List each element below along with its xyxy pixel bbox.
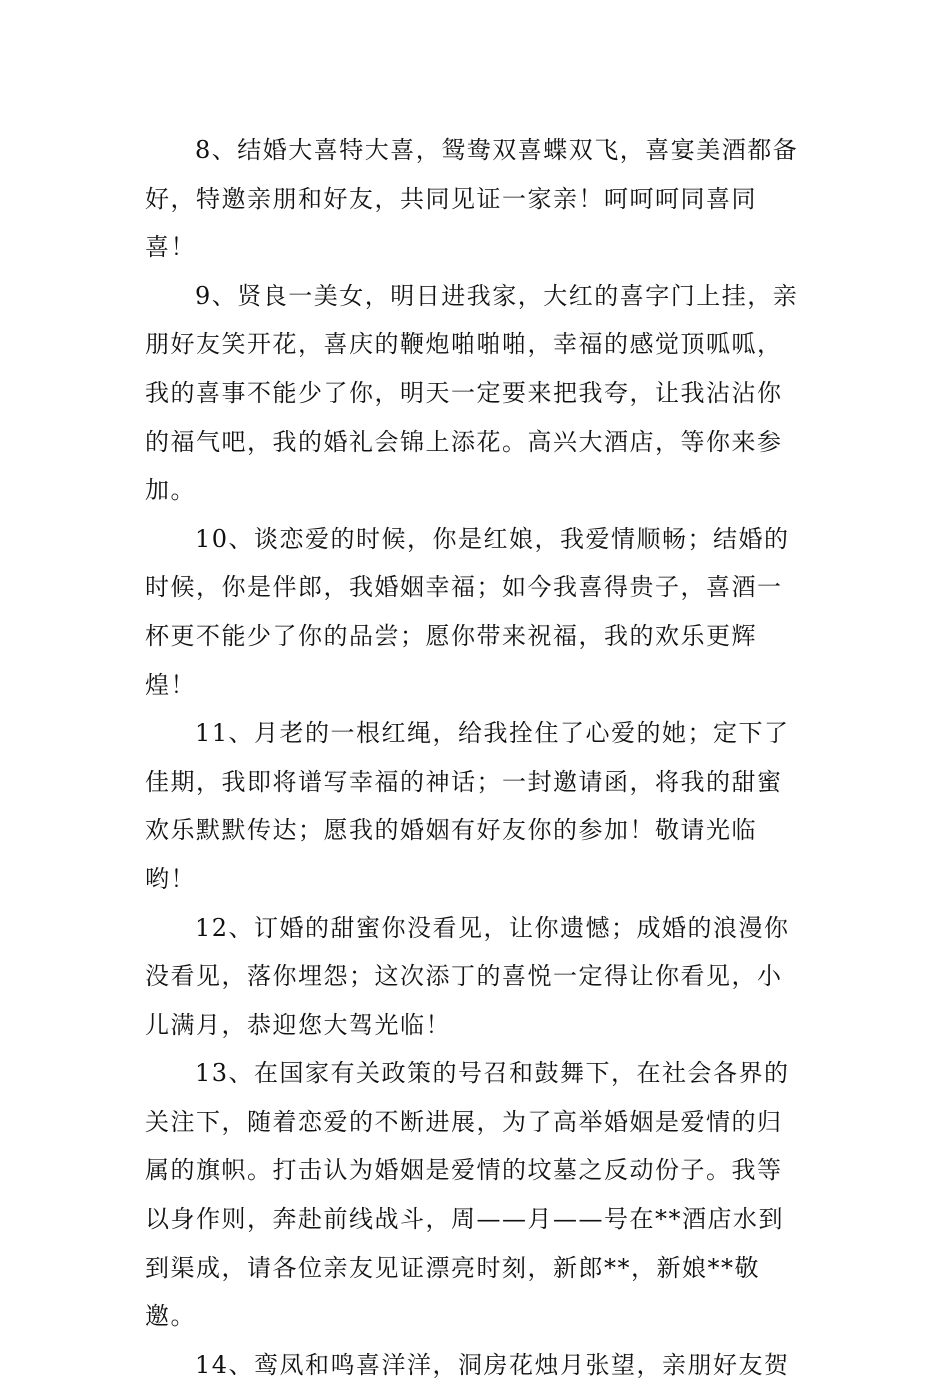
paragraph-9: 9、贤良一美女，明日进我家，大红的喜字门上挂，亲朋好友笑开花，喜庆的鞭炮啪啪啪，幸福的感觉顶呱呱，我的喜事不能少了你，明天一定要来把我夸，让我沾沾你的福气吧，我的婚礼会锦上添花。高兴大酒店，等你来参加。	[145, 281, 799, 505]
paragraph-13: 13、在国家有关政策的号召和鼓舞下，在社会各界的关注下，随着恋爱的不断进展，为了高举婚姻是爱情的归属的旗帜。打击认为婚姻是爱情的坟墓之反动份子。我等以身作则，奔赴前线战斗，周——月——号在**酒店水到到渠成，请各位亲友见证漂亮时刻，新郎**，新娘**敬邀。	[145, 1059, 790, 1331]
paragraph-11: 11、月老的一根红绳，给我拴住了心爱的她；定下了佳期，我即将谱写幸福的神话；一封邀请函，将我的甜蜜欢乐默默传达；愿我的婚姻有好友你的参加！敬请光临哟！	[145, 719, 790, 893]
paragraph-14: 14、鸾凤和鸣喜洋洋，洞房花烛月张望，亲朋好友贺	[195, 1350, 790, 1379]
paragraph-8: 8、结婚大喜特大喜，鸳鸯双喜蝶双飞，喜宴美酒都备好，特邀亲朋和好友，共同见证一家亲！呵呵呵同喜同喜！	[145, 136, 799, 262]
paragraph-12: 12、订婚的甜蜜你没看见，让你遗憾；成婚的浪漫你没看见，落你埋怨；这次添丁的喜悦一定得让你看见，小儿满月，恭迎您大驾光临！	[145, 913, 790, 1039]
paragraph-10: 10、谈恋爱的时候，你是红娘，我爱情顺畅；结婚的时候，你是伴郎，我婚姻幸福；如今我喜得贵子，喜酒一杯更不能少了你的品尝；愿你带来祝福，我的欢乐更辉煌！	[145, 524, 790, 699]
document-body	[145, 126, 807, 1389]
